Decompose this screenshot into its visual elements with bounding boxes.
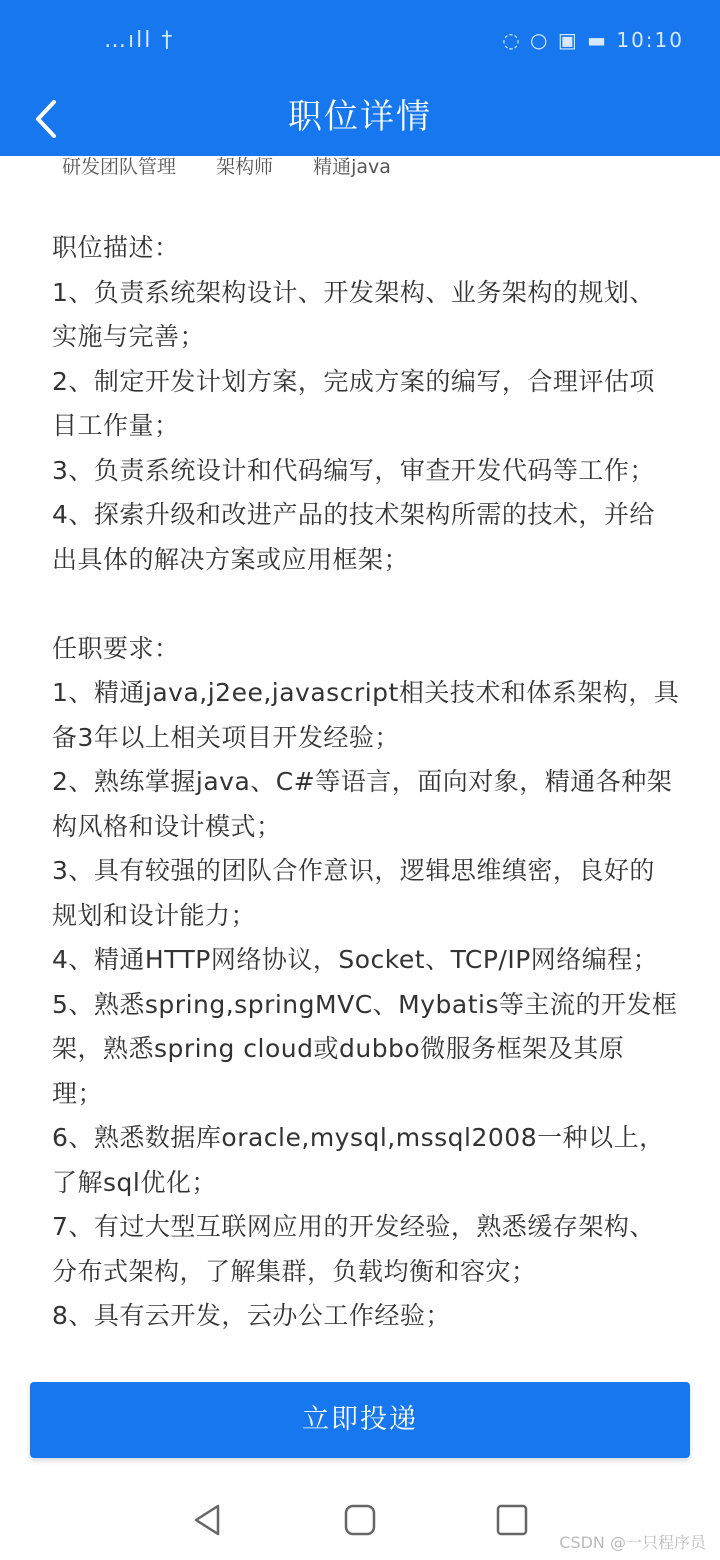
requirement-line: 理； bbox=[52, 1078, 104, 1108]
requirement-line: 规划和设计能力； bbox=[52, 900, 257, 930]
requirement-line: 架，熟悉spring cloud或dubbo微服务框架及其原 bbox=[52, 1034, 625, 1063]
requirements-heading: 任职要求： bbox=[52, 633, 180, 663]
description-line: 目工作量； bbox=[52, 411, 180, 440]
section-gap bbox=[52, 582, 682, 627]
app-header bbox=[0, 82, 720, 156]
requirement-line: 6、熟悉数据库oracle,mysql,mssql2008一种以上， bbox=[52, 1123, 665, 1152]
requirement-line: 1、精通java,j2ee,javascript相关技术和体系架构，具 bbox=[52, 678, 680, 707]
square-recent-icon bbox=[494, 1502, 530, 1538]
triangle-back-icon bbox=[190, 1502, 226, 1538]
description-line: 出具体的解决方案或应用框架； bbox=[52, 544, 410, 574]
requirement-line: 了解sql优化； bbox=[52, 1167, 217, 1197]
requirement-line: 构风格和设计模式； bbox=[52, 811, 282, 841]
description-line: 4、探索升级和改进产品的技术架构所需的技术，并给 bbox=[52, 500, 655, 529]
square-home-icon bbox=[342, 1502, 378, 1538]
apply-button-label: 立即投递 bbox=[302, 1404, 418, 1435]
status-indicators: ◌ ○ ▣ ▬ 10:10 bbox=[502, 28, 684, 52]
requirement-line: 2、熟练掌握java、C#等语言，面向对象，精通各种架 bbox=[52, 767, 673, 796]
signal-indicators: …ıll † bbox=[104, 28, 175, 53]
description-line: 实施与完善； bbox=[52, 322, 206, 351]
description-heading: 职位描述： bbox=[52, 233, 180, 262]
nav-back-button[interactable] bbox=[190, 1502, 226, 1538]
apply-button[interactable] bbox=[30, 1382, 690, 1458]
job-description bbox=[52, 226, 682, 582]
requirement-line: 4、精通HTTP网络协议，Socket、TCP/IP网络编程； bbox=[52, 945, 659, 974]
job-tag: 架构师 bbox=[216, 156, 274, 178]
page-title: 职位详情 bbox=[288, 97, 432, 137]
watermark: CSDN @一只程序员 bbox=[559, 1533, 706, 1552]
description-line: 3、负责系统设计和代码编写，审查开发代码等工作； bbox=[52, 455, 655, 485]
requirement-line: 7、有过大型互联网应用的开发经验，熟悉缓存架构、 bbox=[52, 1212, 655, 1241]
job-tag: 研发团队管理 bbox=[62, 156, 177, 178]
description-line: 2、制定开发计划方案，完成方案的编写，合理评估项 bbox=[52, 366, 655, 396]
requirement-line: 5、熟悉spring,springMVC、Mybatis等主流的开发框 bbox=[52, 989, 678, 1019]
requirement-line: 8、具有云开发，云办公工作经验； bbox=[52, 1301, 451, 1330]
job-tag: 精通java bbox=[313, 156, 391, 178]
requirement-line: 备3年以上相关项目开发经验； bbox=[52, 722, 400, 752]
nav-home-button[interactable] bbox=[342, 1502, 378, 1538]
requirement-line: 分布式架构，了解集群，负载均衡和容灾； bbox=[52, 1256, 537, 1286]
requirement-line: 3、具有较强的团队合作意识，逻辑思维缜密，良好的 bbox=[52, 856, 655, 885]
nav-recent-button[interactable] bbox=[494, 1502, 530, 1538]
status-bar bbox=[0, 0, 720, 82]
job-detail-content bbox=[52, 226, 682, 1339]
job-tags bbox=[62, 156, 425, 180]
description-line: 1、负责系统架构设计、开发架构、业务架构的规划、 bbox=[52, 277, 655, 307]
job-requirements bbox=[52, 627, 682, 1339]
